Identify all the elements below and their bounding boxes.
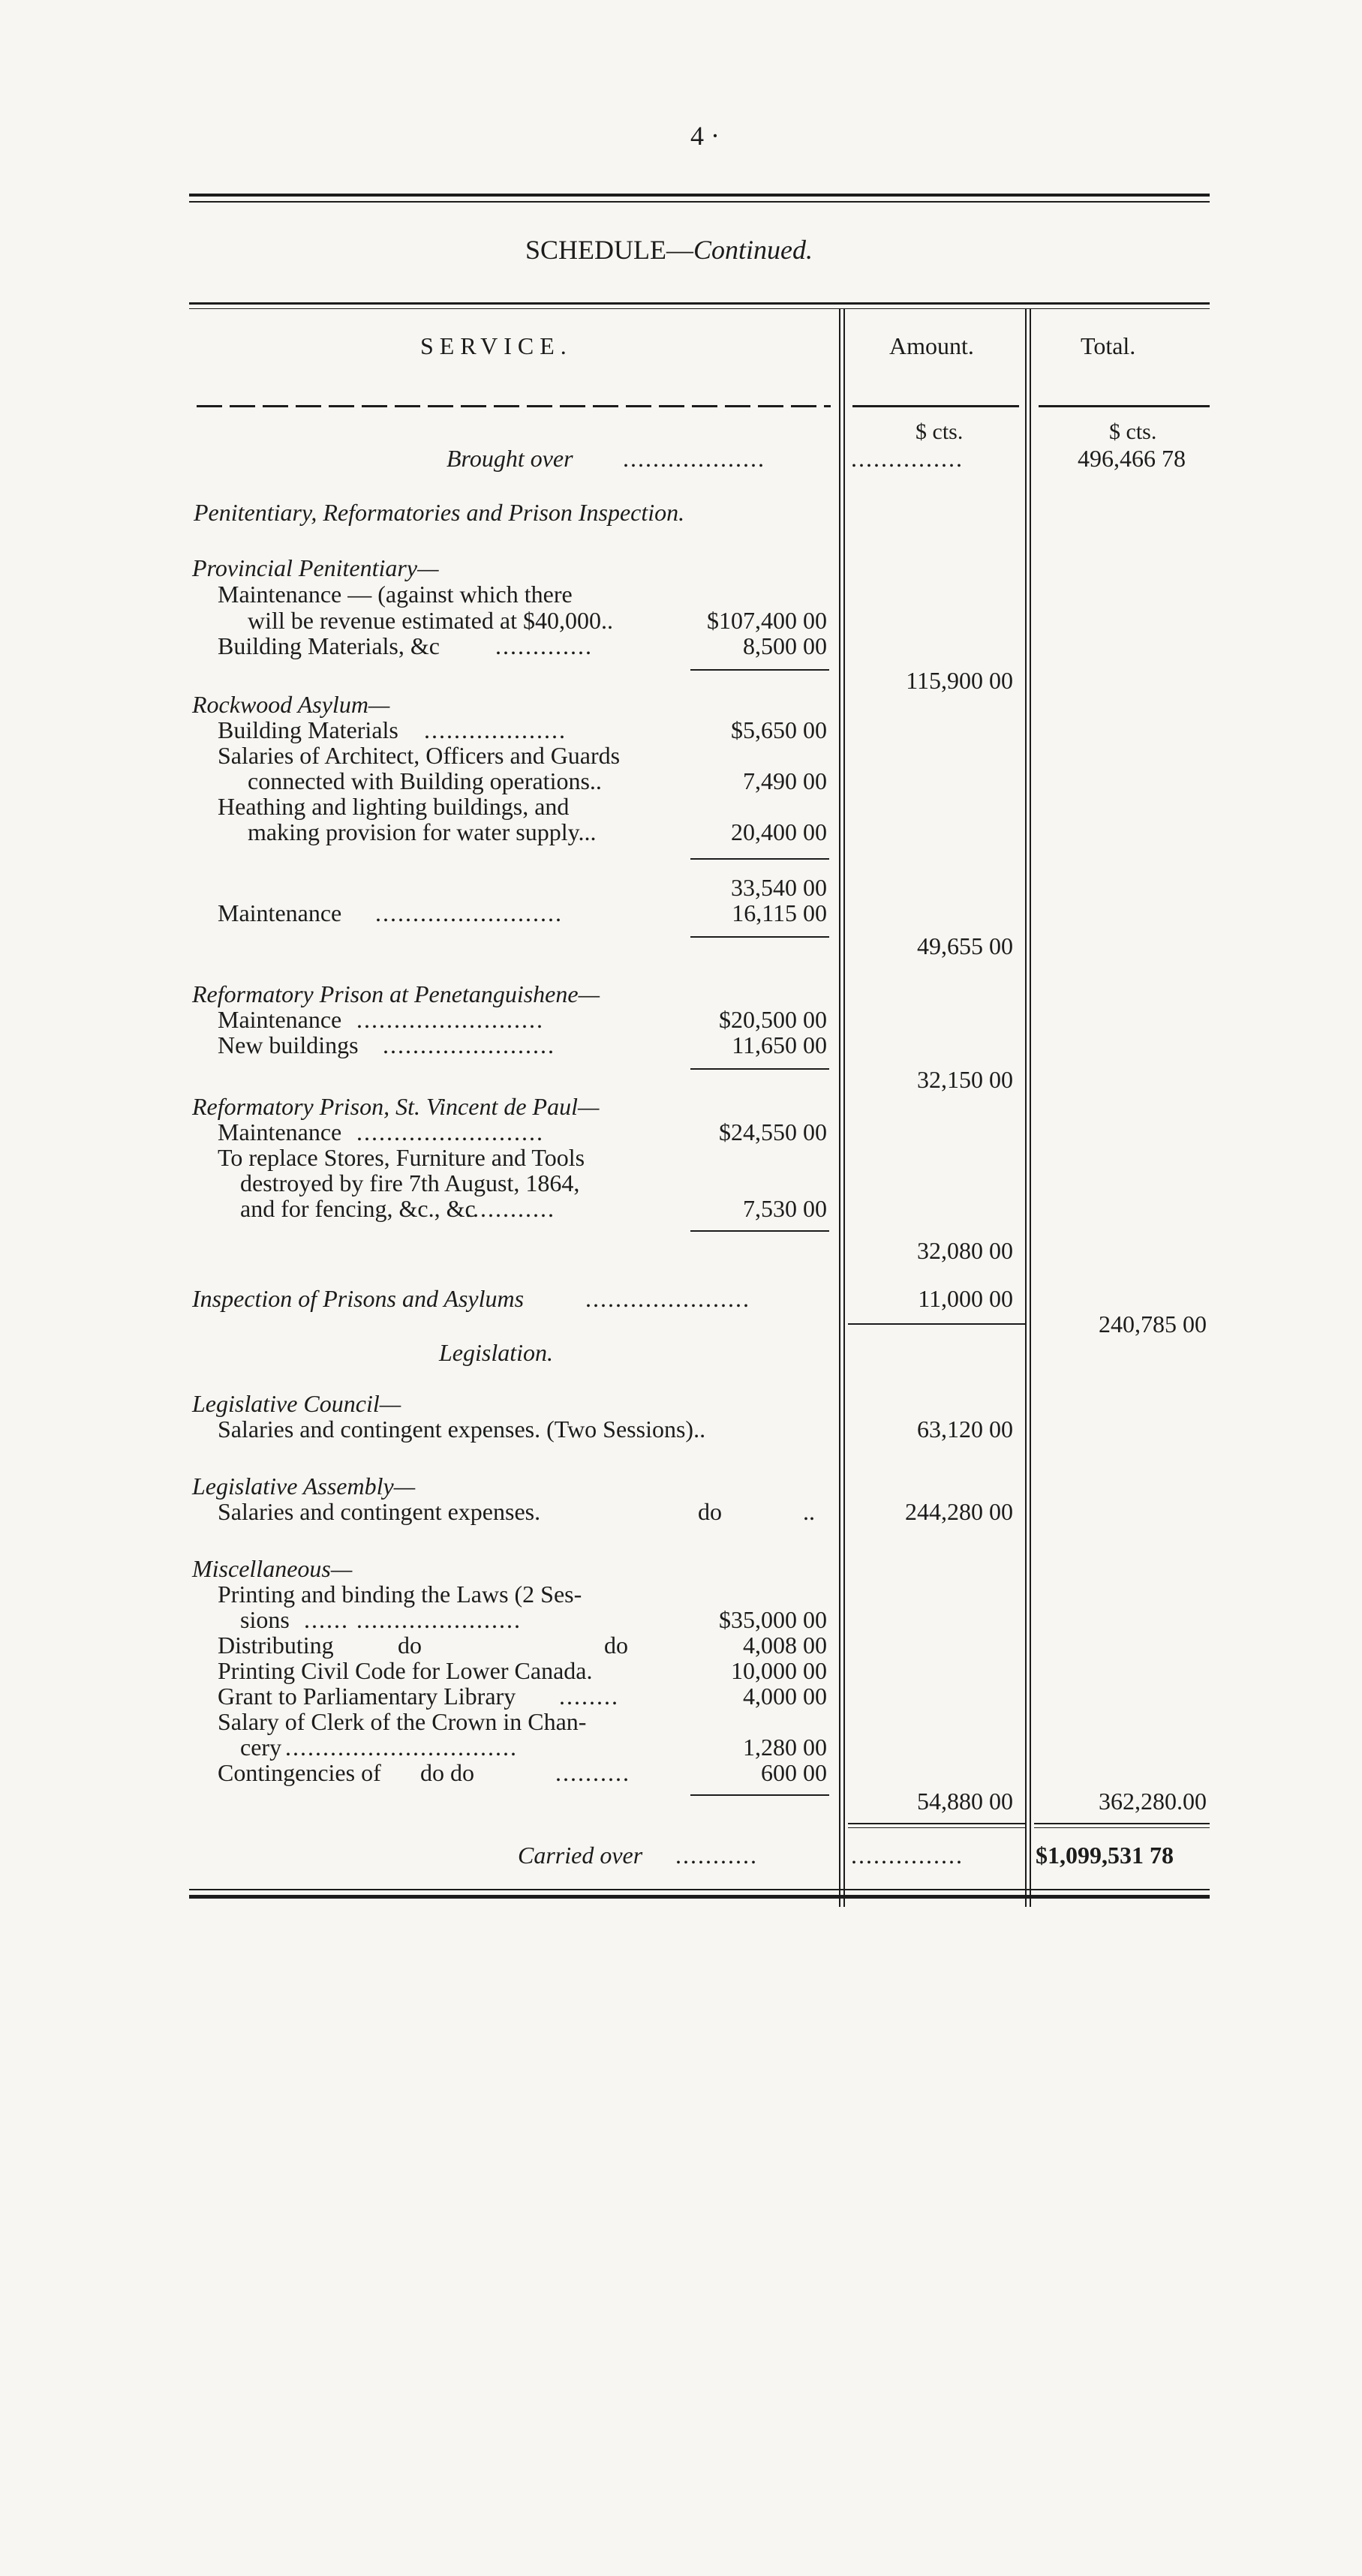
section-rule	[1034, 1827, 1210, 1828]
rockwood-line: connected with Building operations..	[248, 767, 602, 794]
carried-over-total: $1,099,531 78	[1036, 1842, 1174, 1869]
miscellaneous-ditto: do	[604, 1632, 628, 1659]
st-vincent-heading: Reformatory Prison, St. Vincent de Paul—	[192, 1093, 600, 1120]
rockwood-line: making provision for water supply...	[248, 818, 597, 845]
miscellaneous-value: 600 00	[761, 1759, 827, 1786]
st-vincent-value: $24,550 00	[719, 1118, 827, 1145]
legislative-council-heading: Legislative Council—	[192, 1390, 401, 1417]
leader-dots: .........................	[375, 899, 563, 926]
legislative-council-amount: 63,120 00	[917, 1416, 1013, 1443]
leader-dots: .............	[495, 632, 593, 659]
carried-over-label: Carried over	[518, 1842, 643, 1869]
page-number: 4 ·	[690, 121, 720, 151]
penetanguishene-amount: 32,150 00	[917, 1066, 1013, 1093]
legislative-assembly-heading: Legislative Assembly—	[192, 1473, 416, 1500]
column-header-service: SERVICE.	[420, 332, 573, 359]
legislative-council-line: Salaries and contingent expenses. (Two Sessions)..	[218, 1416, 706, 1443]
table-top-rule	[189, 302, 1210, 305]
leader-dots: ...................	[623, 445, 765, 472]
subtotal-rule	[690, 936, 829, 938]
miscellaneous-value: 1,280 00	[743, 1734, 827, 1761]
legislative-assembly-line: Salaries and contingent expenses.	[218, 1498, 541, 1525]
title-italic: Continued.	[693, 235, 813, 265]
subtotal-rule	[690, 669, 829, 671]
miscellaneous-line: Salary of Clerk of the Crown in Chan-	[218, 1708, 587, 1735]
st-vincent-line: To replace Stores, Furniture and Tools	[218, 1144, 585, 1171]
title-main: SCHEDULE—	[525, 235, 693, 265]
section-rule	[848, 1323, 1025, 1325]
bottom-rule	[189, 1895, 1210, 1899]
section-rule	[848, 1827, 1025, 1828]
inspection-label: Inspection of Prisons and Asylums	[192, 1285, 525, 1312]
rockwood-line: Salaries of Architect, Officers and Guards	[218, 742, 621, 769]
miscellaneous-line: Grant to Parliamentary Library	[218, 1683, 516, 1710]
rockwood-value: $5,650 00	[731, 716, 827, 743]
penitentiary-total: 240,785 00	[1099, 1311, 1207, 1338]
provincial-value: 8,500 00	[743, 632, 827, 659]
header-separator	[852, 405, 1019, 407]
section-rule	[848, 1823, 1025, 1824]
top-rule-thin	[189, 201, 1210, 203]
rockwood-value: 7,490 00	[743, 767, 827, 794]
column-divider	[843, 309, 845, 1907]
miscellaneous-value: $35,000 00	[719, 1606, 827, 1633]
subtotal-rule	[690, 858, 829, 860]
subtotal-rule	[690, 1794, 829, 1796]
st-vincent-line: Maintenance	[218, 1118, 342, 1145]
bottom-rule-thin	[189, 1889, 1210, 1890]
miscellaneous-line: Contingencies of	[218, 1759, 381, 1786]
rockwood-value: 16,115 00	[732, 899, 827, 926]
leader-dots: ..........	[555, 1759, 630, 1786]
leader-dots: ........	[559, 1683, 619, 1710]
leader-dots: ...... ......................	[304, 1606, 522, 1633]
section-heading-legislation: Legislation.	[439, 1339, 554, 1366]
header-separator	[1039, 405, 1210, 407]
brought-over-label: Brought over	[446, 445, 573, 472]
legislative-assembly-ditto: do	[698, 1498, 722, 1525]
penetanguishene-value: $20,500 00	[719, 1006, 827, 1033]
penetanguishene-heading: Reformatory Prison at Penetanguishene—	[192, 980, 600, 1007]
miscellaneous-amount: 54,880 00	[917, 1788, 1013, 1815]
column-header-amount: Amount.	[889, 332, 974, 359]
legislation-total: 362,280.00	[1099, 1788, 1207, 1815]
provincial-value: $107,400 00	[707, 607, 827, 634]
miscellaneous-value: 4,008 00	[743, 1632, 827, 1659]
leader-dots: ...............	[851, 1842, 964, 1869]
rockwood-heading: Rockwood Asylum—	[192, 691, 390, 718]
table-top-rule-thin	[189, 308, 1210, 309]
rockwood-amount: 49,655 00	[917, 932, 1013, 959]
leader-dots: ..	[803, 1498, 815, 1525]
total-currency: $ cts.	[1109, 419, 1157, 444]
miscellaneous-value: 4,000 00	[743, 1683, 827, 1710]
rockwood-maintenance-label: Maintenance	[218, 899, 342, 926]
miscellaneous-line: Printing Civil Code for Lower Canada.	[218, 1657, 593, 1684]
st-vincent-value: 7,530 00	[743, 1195, 827, 1222]
miscellaneous-line: Distributing	[218, 1632, 334, 1659]
leader-dots: ............	[465, 1195, 555, 1222]
leader-dots: .........................	[356, 1006, 544, 1033]
miscellaneous-heading: Miscellaneous—	[192, 1555, 353, 1582]
penetanguishene-value: 11,650 00	[732, 1031, 827, 1058]
provincial-line: Building Materials, &c	[218, 632, 440, 659]
leader-dots: .........................	[356, 1118, 544, 1145]
leader-dots: ......................	[585, 1285, 750, 1312]
section-heading-penitentiary: Penitentiary, Reformatories and Prison Inspection.	[194, 499, 685, 526]
column-divider	[839, 309, 840, 1907]
leader-dots: ...............................	[285, 1734, 518, 1761]
amount-currency: $ cts.	[916, 419, 964, 444]
rockwood-line: Building Materials	[218, 716, 398, 743]
miscellaneous-line: sions	[240, 1606, 290, 1633]
miscellaneous-line: cery	[240, 1734, 282, 1761]
st-vincent-amount: 32,080 00	[917, 1237, 1013, 1264]
top-rule	[189, 194, 1210, 197]
subtotal-rule	[690, 1230, 829, 1232]
miscellaneous-ditto: do do	[420, 1759, 474, 1786]
column-header-total: Total.	[1081, 332, 1136, 359]
rockwood-line: Heathing and lighting buildings, and	[218, 793, 570, 820]
leader-dots: .......................	[383, 1031, 555, 1058]
rockwood-subtotal: 33,540 00	[731, 874, 827, 901]
subtotal-rule	[690, 1068, 829, 1070]
provincial-line: will be revenue estimated at $40,000..	[248, 607, 613, 634]
miscellaneous-line: Printing and binding the Laws (2 Ses-	[218, 1581, 582, 1608]
section-rule	[1034, 1823, 1210, 1824]
st-vincent-line: and for fencing, &c., &c	[240, 1195, 476, 1222]
provincial-line: Maintenance — (against which there	[218, 581, 573, 608]
header-separator	[197, 405, 831, 407]
penetanguishene-line: New buildings	[218, 1031, 359, 1058]
leader-dots: ...................	[424, 716, 567, 743]
leader-dots: ...............	[851, 445, 964, 472]
provincial-amount: 115,900 00	[906, 667, 1013, 694]
provincial-penitentiary-heading: Provincial Penitentiary—	[192, 554, 439, 581]
leader-dots: ...........	[675, 1842, 758, 1869]
brought-over-total: 496,466 78	[1078, 445, 1186, 472]
column-divider	[1030, 309, 1031, 1907]
legislative-assembly-amount: 244,280 00	[905, 1498, 1013, 1525]
miscellaneous-value: 10,000 00	[731, 1657, 827, 1684]
miscellaneous-ditto: do	[398, 1632, 422, 1659]
inspection-amount: 11,000 00	[918, 1285, 1013, 1312]
st-vincent-line: destroyed by fire 7th August, 1864,	[240, 1169, 580, 1196]
column-divider	[1025, 309, 1027, 1907]
penetanguishene-line: Maintenance	[218, 1006, 342, 1033]
page-title	[525, 234, 813, 266]
rockwood-value: 20,400 00	[731, 818, 827, 845]
